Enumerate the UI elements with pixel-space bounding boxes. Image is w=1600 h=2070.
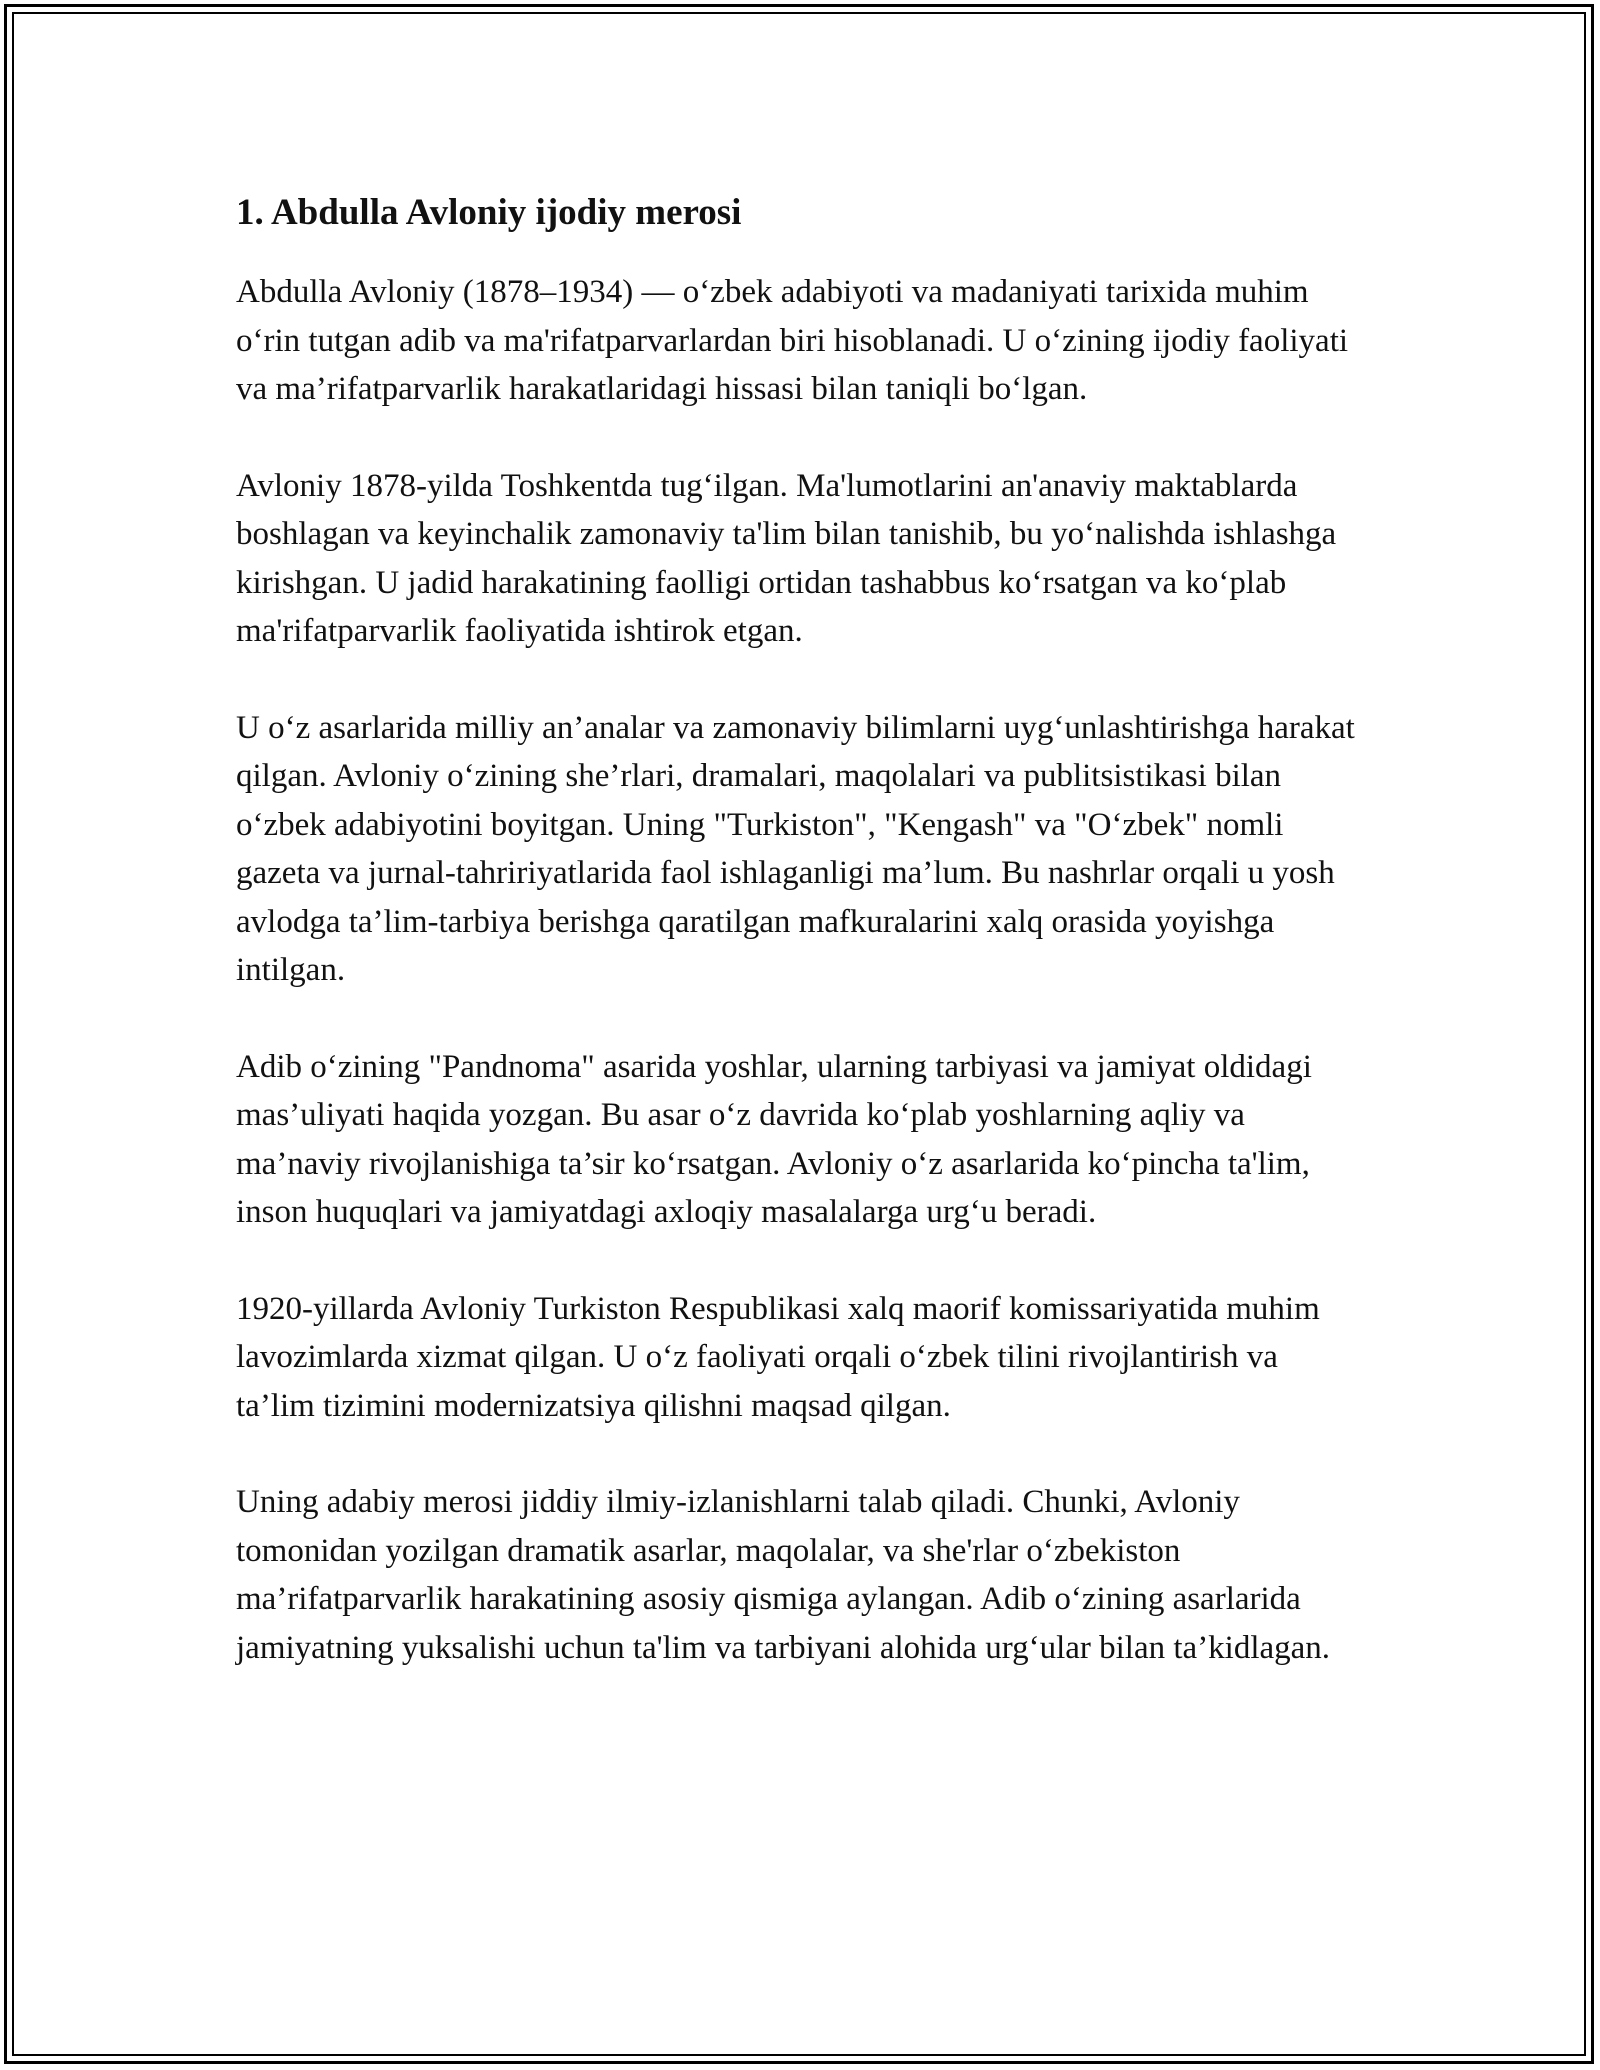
paragraph-pandnoma: Adib o‘zining "Pandnoma" asarida yoshlar, ularning tarbiyasi va jamiyat oldidagi mas’uliyati haqida yozgan. Bu asar o‘z davrida ko‘plab yoshlarning aqliy va ma’naviy rivojlanishiga ta’sir ko‘rsatgan. Avloniy o‘z asarlarida ko‘pincha ta'lim, inson huquqlari va jamiyatdagi axloqiy masalalarga urg‘u beradi. <box>236 1048 1312 1230</box>
paragraph-intro: Abdulla Avloniy (1878–1934) — o‘zbek adabiyoti va madaniyati tarixida muhim o‘rin tutgan adib va ma'rifatparvarlardan biri hisoblanadi. U o‘zining ijodiy faoliyati va ma’rifatparvarlik harakatlaridagi hissasi bilan taniqli bo‘lgan. <box>236 274 1349 407</box>
section-heading: 1. Abdulla Avloniy ijodiy merosi <box>236 192 742 233</box>
paragraph-legacy: Uning adabiy merosi jiddiy ilmiy-izlanishlarni talab qiladi. Chunki, Avloniy tomonidan yozilgan dramatik asarlar, maqolalar, va she'rlar o‘zbekiston ma’rifatparvarlik harakatining asosiy qismiga aylangan. Adib o‘zining asarlarida jamiyatning yuksalishi uchun ta'lim va tarbiyani alohida urg‘ular bilan ta’kidlagan. <box>236 1484 1331 1666</box>
paragraph-1920s: 1920-yillarda Avloniy Turkiston Respublikasi xalq maorif komissariyatida muhim lavozimlarda xizmat qilgan. U o‘z faoliyati orqali o‘zbek tilini rivojlantirish va ta’lim tizimini modernizatsiya qilishni maqsad qilgan. <box>236 1290 1320 1424</box>
paragraph-biography: Avloniy 1878-yilda Toshkentda tug‘ilgan. Ma'lumotlarini an'anaviy maktablarda boshlagan va keyinchalik zamonaviy ta'lim bilan tanishib, bu yo‘nalishda ishlashga kirishgan. U jadid harakatining faolligi ortidan tashabbus ko‘rsatgan va ko‘plab ma'rifatparvarlik faoliyatida ishtirok etgan. <box>236 467 1337 649</box>
paragraph-works: U o‘z asarlarida milliy an’analar va zamonaviy bilimlarni uyg‘unlashtirishga harakat qilgan. Avloniy o‘zining she’rlari, dramalari, maqolalari va publitsistikasi bilan o‘zbek adabiyotini boyitgan. Uning "Turkiston", "Kengash" va "O‘zbek" nomli gazeta va jurnal-tahririyatlarida faol ishlaganligi ma’lum. Bu nashrlar orqali u yosh avlodga ta’lim-tarbiya berishga qaratilgan mafkuralarini xalq orasida yoyishga intilgan. <box>236 709 1355 988</box>
document-body <box>236 188 1364 1720</box>
